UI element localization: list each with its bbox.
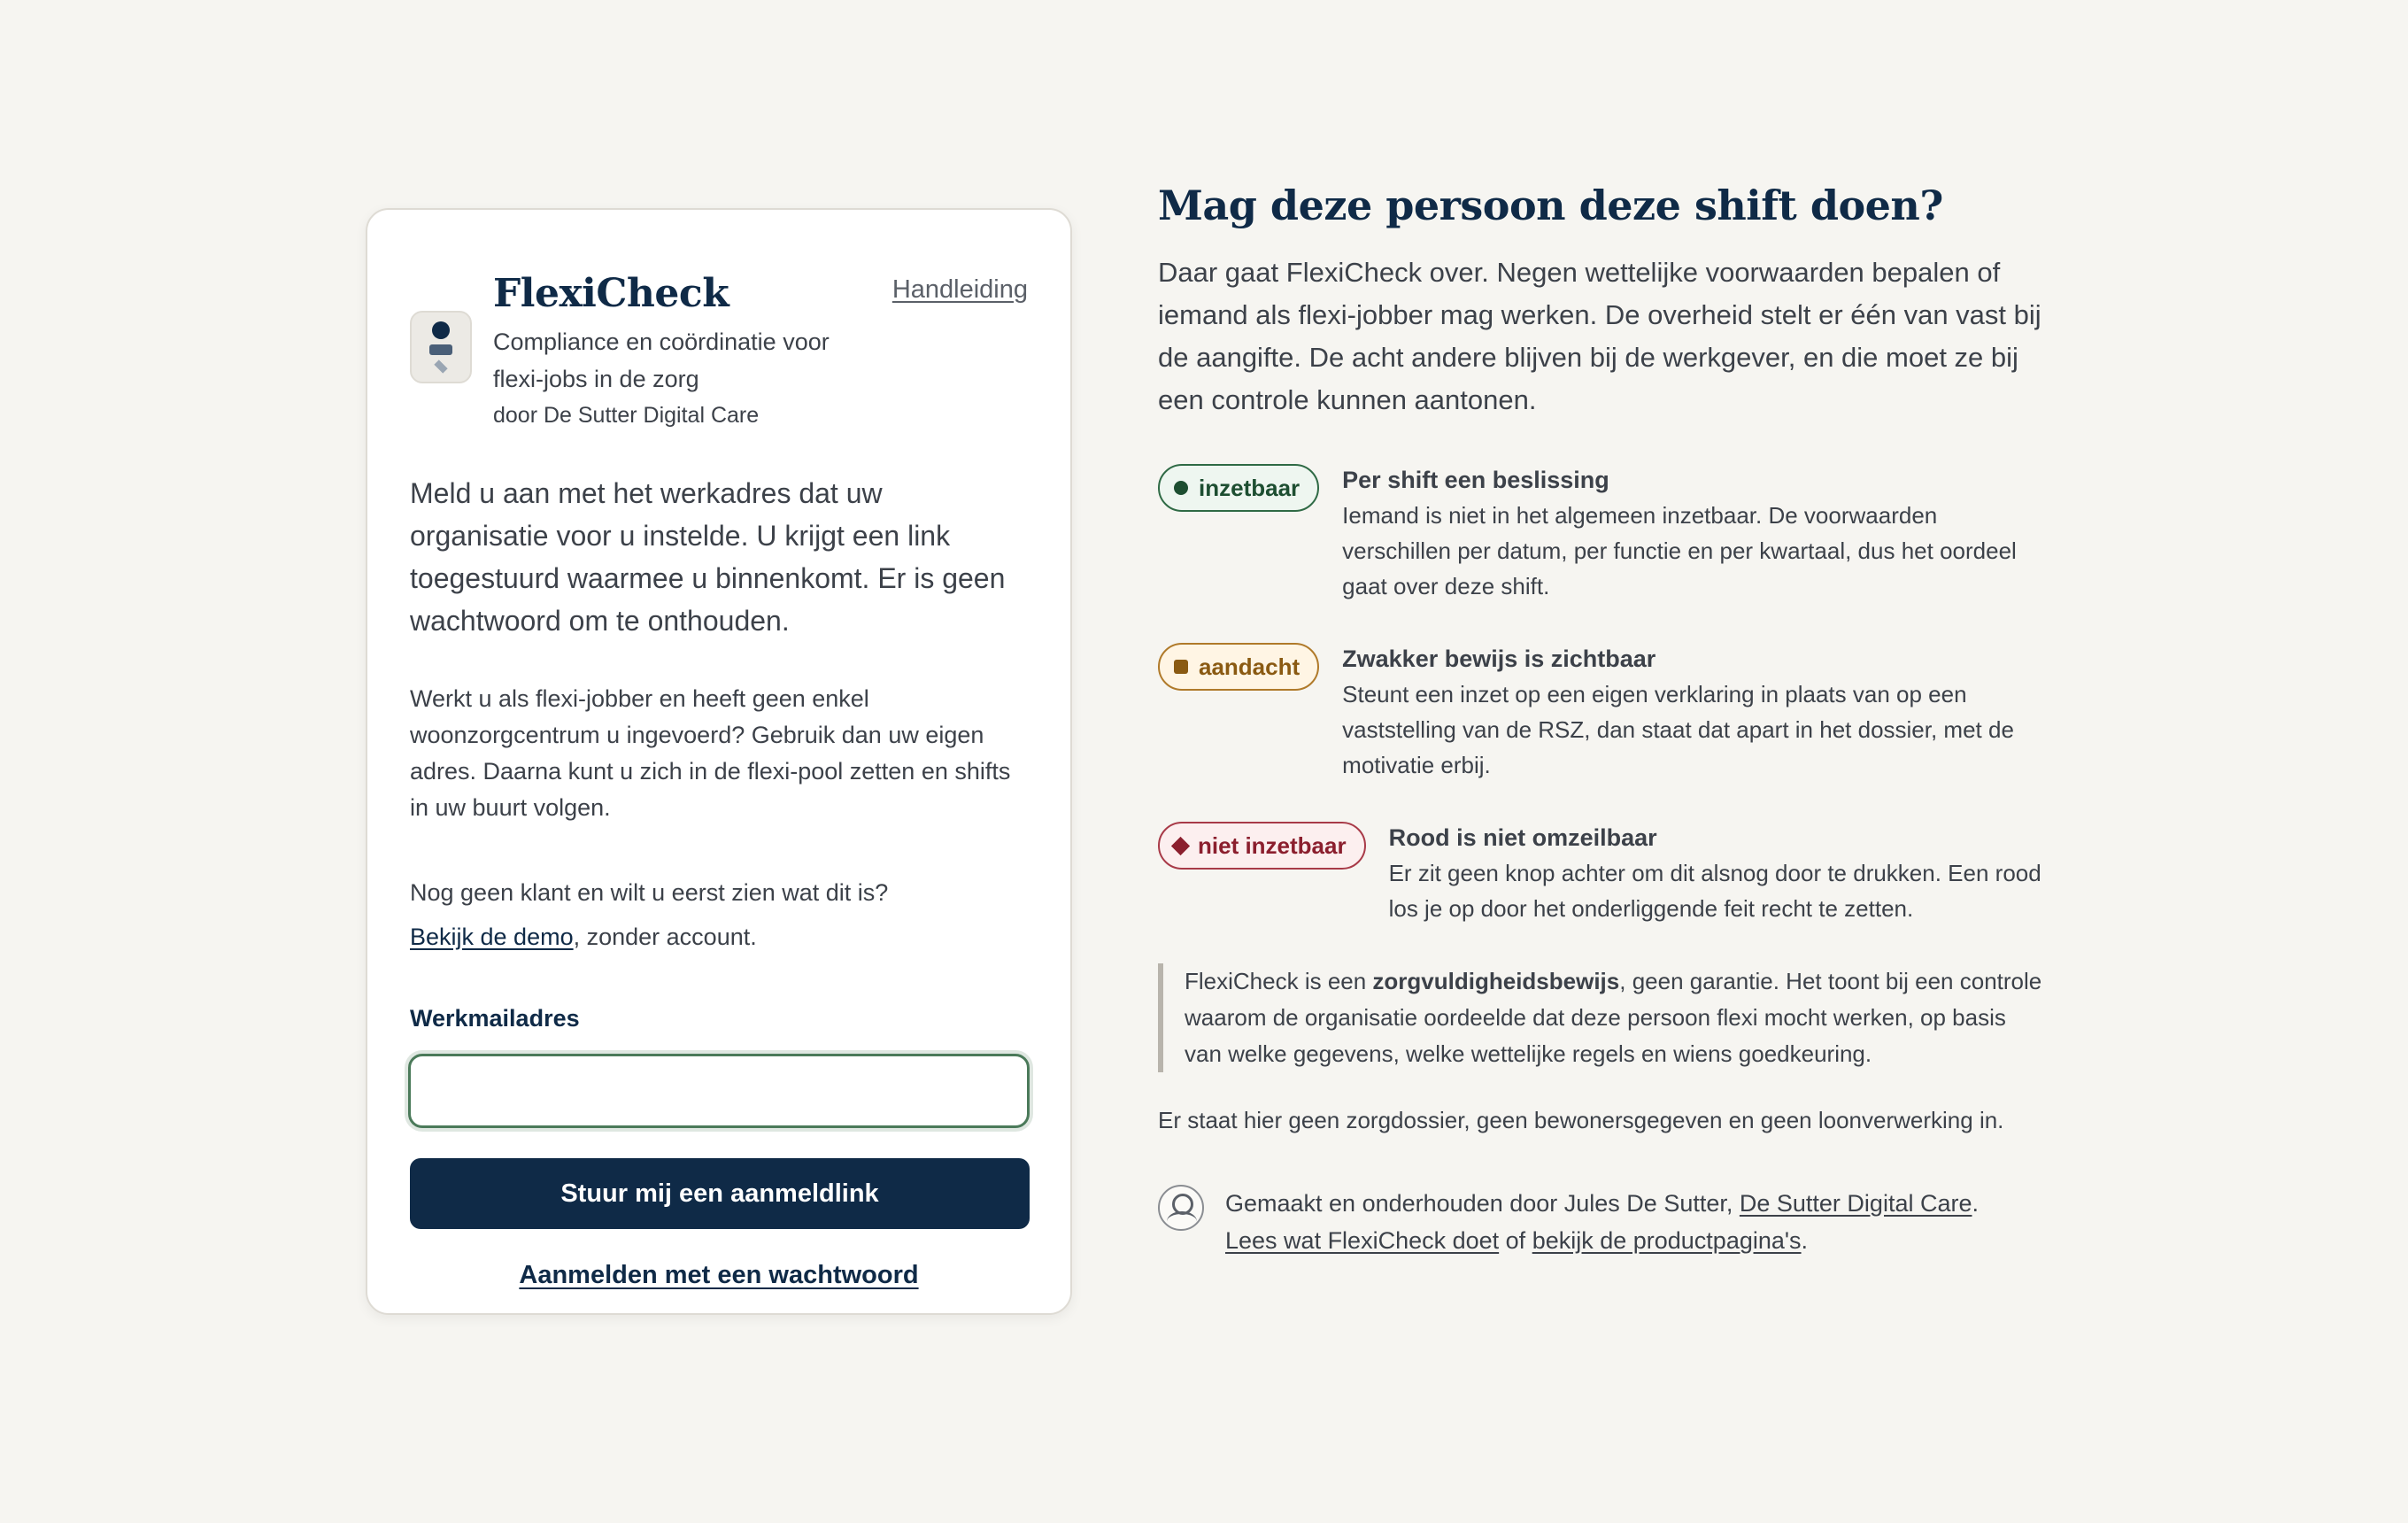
flexi-jobber-note: Werkt u als flexi-jobber en heeft geen enkel woonzorgcentrum u ingevoerd? Gebruik dan uw eigen adres. Daarna kunt u zich in de flexi-pool zetten en shifts in uw buurt volgen. (410, 685, 1011, 821)
rule-text: Steunt een inzet op een eigen verklaring in plaats van op een vaststelling van de RSZ, dan staat dat apart in het dossier, met de motivatie erbij. (1342, 681, 2014, 778)
footer-dot: . (1972, 1190, 1979, 1217)
rule-item (1158, 641, 2043, 783)
demo-link[interactable]: Bekijk de demo (410, 924, 574, 950)
privacy-note: Er staat hier geen zorgdossier, geen bewonersgegeven en geen loonverwerking in. (1158, 1107, 2004, 1133)
status-badge-aandacht (1158, 643, 1319, 691)
password-login-link[interactable]: Aanmelden met een wachtwoord (519, 1261, 919, 1289)
logo-diamond (434, 359, 447, 373)
company-link[interactable]: De Sutter Digital Care (1739, 1190, 1972, 1217)
brand-header (410, 270, 1028, 433)
quote-suffix: , geen garantie. Het toont bij een controle waarom de organisatie oordeelde dat deze persoon flexi mocht werken, op basis van welke gegevens, welke wettelijke regels en wiens goedkeuring. (1185, 968, 2042, 1067)
rule-item (1158, 820, 2043, 926)
logo-dot (432, 321, 450, 339)
login-card (366, 208, 1072, 1315)
footer-end: . (1801, 1227, 1809, 1254)
login-intro: Meld u aan met het werkadres dat uw organisatie voor u instelde. U krijgt een link toegestuurd waarmee u binnenkomt. Er is geen wachtwoord om te onthouden. (410, 477, 1006, 637)
footer-prefix: Gemaakt en onderhouden door Jules De Sutter, (1225, 1190, 1740, 1217)
footer (1158, 1185, 2043, 1259)
badge-label: aandacht (1199, 653, 1300, 680)
footer-text (1225, 1185, 1979, 1259)
info-headline: Mag deze persoon deze shift doen? (1158, 182, 1943, 229)
manual-link[interactable]: Handleiding (891, 275, 1028, 304)
circle-icon (1174, 481, 1188, 495)
rule-body (1342, 462, 2043, 604)
rule-title: Rood is niet omzeilbaar (1388, 824, 1657, 851)
rule-text: Er zit geen knop achter om dit alsnog door te drukken. Een rood los je op door het onderliggende feit recht te zetten. (1388, 860, 2041, 922)
badge-label: inzetbaar (1199, 474, 1300, 501)
status-badge-inzetbaar (1158, 464, 1319, 512)
demo-line (410, 915, 1028, 959)
email-label: Werkmailadres (410, 1005, 580, 1032)
send-login-link-button[interactable]: Stuur mij een aanmeldlink (410, 1158, 1030, 1229)
logo-bar (429, 344, 452, 355)
rule-title: Per shift een beslissing (1342, 467, 1609, 493)
brand-title: FlexiCheck (493, 271, 729, 316)
about-link[interactable]: Lees wat FlexiCheck doet (1225, 1227, 1500, 1254)
info-lead: Daar gaat FlexiCheck over. Negen wettelijke voorwaarden bepalen of iemand als flexi-jobber mag werken. De overheid stelt er één van vast bij de aangifte. De acht andere blijven bij de werkgever, en die moet ze bij een controle kunnen aantonen. (1158, 257, 2041, 415)
diamond-icon (1171, 836, 1190, 854)
brand-byline: door De Sutter Digital Care (493, 403, 760, 428)
square-icon (1174, 660, 1188, 674)
footer-middle: of (1499, 1227, 1532, 1254)
rule-title: Zwakker bewijs is zichtbaar (1342, 646, 1656, 672)
email-field[interactable] (408, 1054, 1030, 1128)
badge-label: niet inzetbaar (1198, 831, 1347, 859)
info-panel (1158, 177, 2043, 1259)
flexicheck-logo-icon (410, 311, 472, 383)
demo-suffix: , zonder account. (573, 924, 757, 950)
quote-strong: zorgvuldigheidsbewijs (1372, 968, 1620, 994)
brand-subtitle: Compliance en coördinatie voor flexi-jobs in de zorg (493, 329, 830, 392)
status-badge-niet-inzetbaar (1158, 822, 1366, 870)
author-avatar-icon (1158, 1185, 1204, 1231)
rules-list (1158, 462, 2043, 926)
rule-text: Iemand is niet in het algemeen inzetbaar. De voorwaarden verschillen per datum, per functie en per kwartaal, dus het oordeel gaat over deze shift. (1342, 502, 2017, 599)
rule-item (1158, 462, 2043, 604)
product-pages-link[interactable]: bekijk de productpagina's (1532, 1227, 1802, 1254)
demo-question: Nog geen klant en wilt u eerst zien wat dit is? (410, 879, 889, 906)
demo-block (410, 870, 1028, 959)
diligence-quote (1158, 963, 2043, 1072)
quote-prefix: FlexiCheck is een (1185, 968, 1373, 994)
rule-body (1342, 641, 2043, 783)
rule-body (1389, 820, 2043, 926)
